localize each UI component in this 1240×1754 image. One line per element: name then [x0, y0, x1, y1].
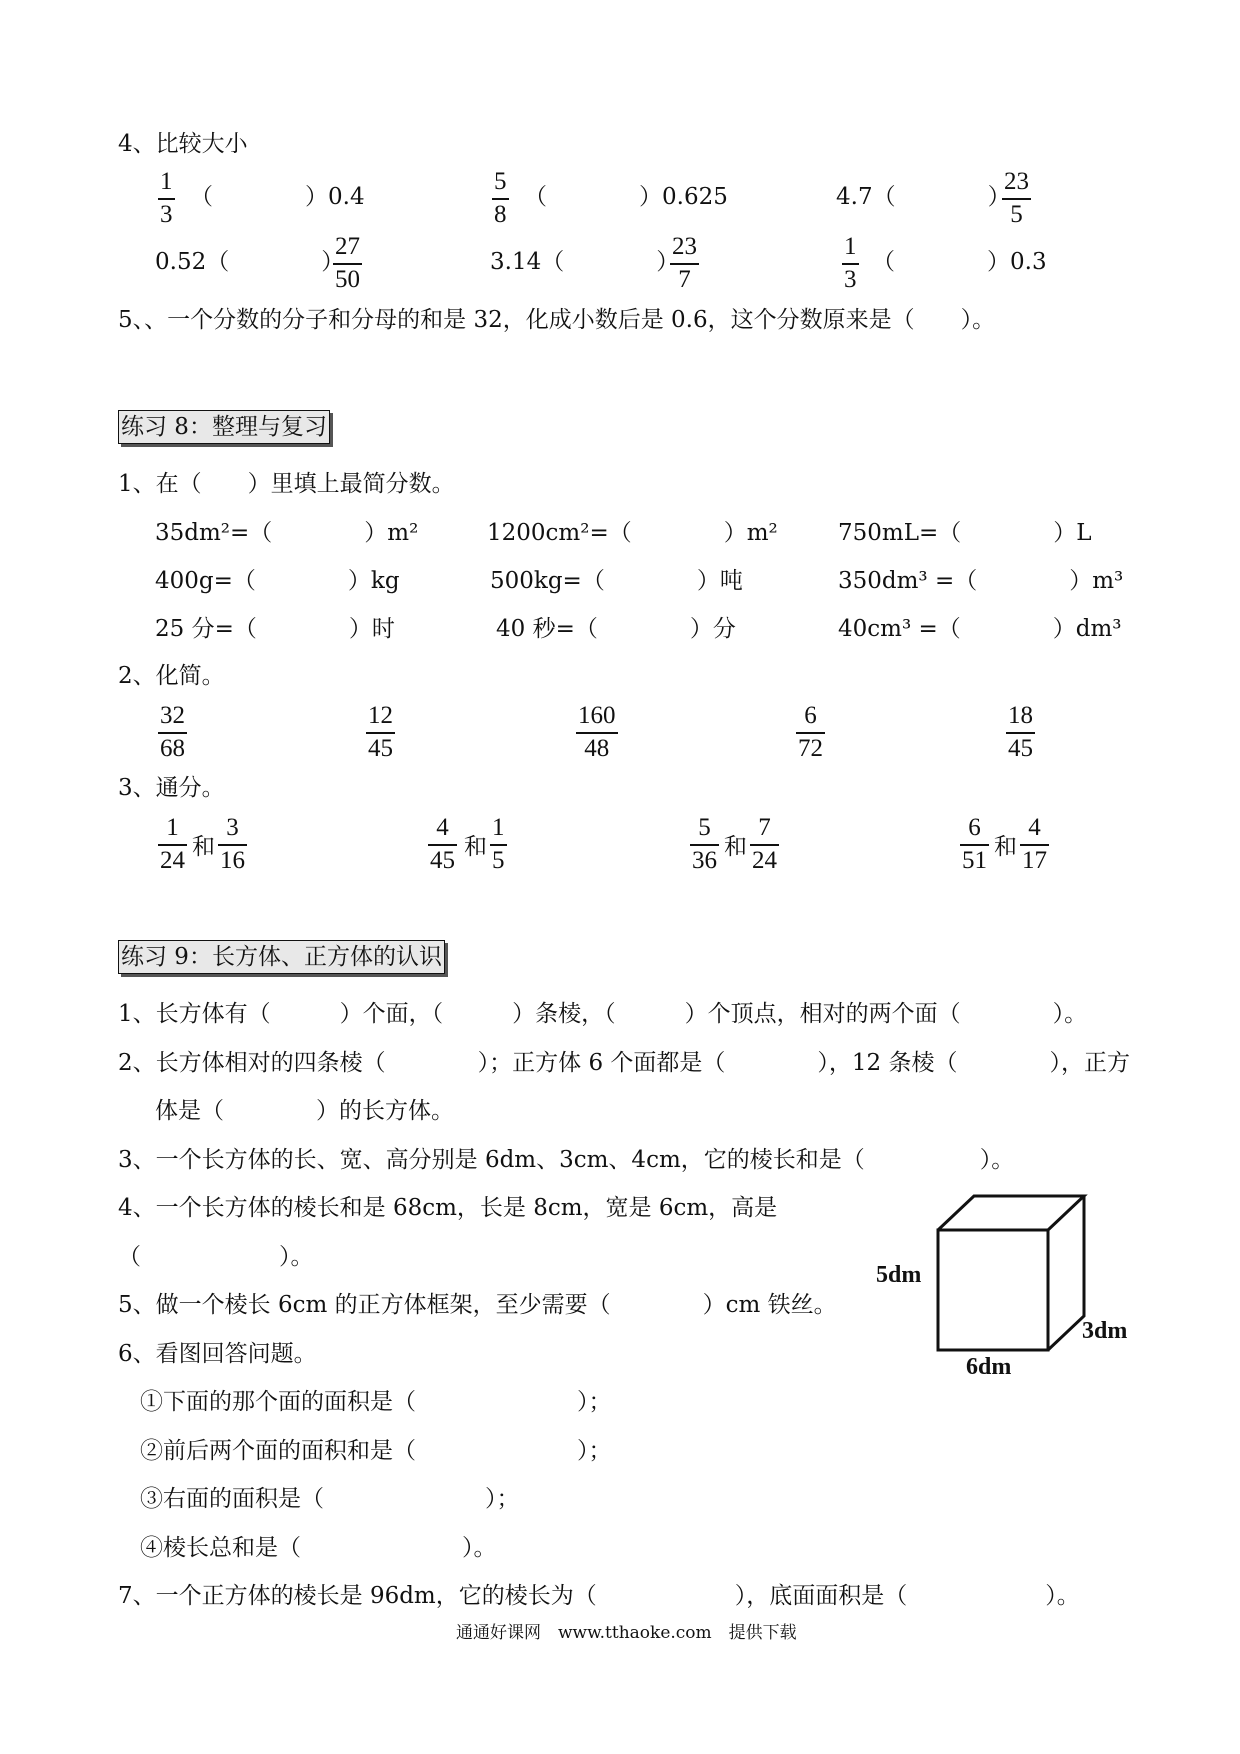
width-label: 3dm: [1082, 1318, 1128, 1344]
numerator: 5: [494, 168, 507, 195]
unit-conversion[interactable]: 350dm³ =（ ）m³: [838, 568, 1124, 594]
numerator: 18: [1008, 702, 1033, 729]
denominator: 45: [1008, 735, 1033, 762]
fraction: [670, 233, 699, 294]
numerator: 23: [1004, 168, 1029, 195]
unit-conversion[interactable]: 40cm³ =（ ）dm³: [838, 616, 1122, 642]
unit-conversion[interactable]: 750mL=（ ）L: [838, 520, 1092, 546]
ex9-q5[interactable]: 5、做一个棱长 6cm 的正方体框架，至少需要（ ）cm 铁丝。: [118, 1292, 837, 1318]
numerator: 160: [578, 702, 616, 729]
ex9-q2-cont[interactable]: 体是（ ）的长方体。: [155, 1098, 454, 1124]
unit-conversion[interactable]: 35dm²=（ ）m²: [155, 520, 419, 546]
fraction: [333, 233, 362, 294]
ex9-q7[interactable]: 7、一个正方体的棱长是 96dm，它的棱长为（ ），底面面积是（ ）。: [118, 1583, 1080, 1609]
height-label: 5dm: [876, 1262, 922, 1288]
ex9-q4-blank[interactable]: （ ）。: [118, 1244, 314, 1270]
footer-text: 通通好课网 www.tthaoke.com 提供下载: [456, 1623, 797, 1643]
common-fraction: [490, 814, 507, 875]
denominator: 3: [160, 201, 173, 228]
denominator: 45: [368, 735, 393, 762]
compare-blank[interactable]: 4.7（ ）: [836, 184, 1011, 210]
common-fraction: [1020, 814, 1049, 875]
common-fraction: [428, 814, 457, 875]
compare-blank[interactable]: （ ）0.625: [524, 184, 728, 210]
numerator: 5: [698, 814, 711, 841]
denominator: 68: [160, 735, 185, 762]
ex9-q4: 4、一个长方体的棱长和是 68cm，长是 8cm，宽是 6cm，高是: [118, 1195, 778, 1221]
ex9-q6-2[interactable]: ②前后两个面的面积和是（ ）；: [140, 1438, 612, 1464]
ex9-q3[interactable]: 3、一个长方体的长、宽、高分别是 6dm、3cm、4cm，它的棱长和是（ ）。: [118, 1147, 1015, 1173]
compare-blank[interactable]: （ ）0.4: [190, 184, 365, 210]
numerator: 3: [226, 814, 239, 841]
denominator: 51: [962, 847, 987, 874]
numerator: 4: [1028, 814, 1041, 841]
numerator: 7: [758, 814, 771, 841]
ex8-q2-title: 2、化简。: [118, 663, 225, 689]
numerator: 6: [968, 814, 981, 841]
denominator: 72: [798, 735, 823, 762]
common-fraction: [158, 814, 187, 875]
fraction: [1002, 168, 1031, 229]
denominator: 50: [335, 266, 360, 293]
denominator: 17: [1022, 847, 1047, 874]
numerator: 23: [672, 233, 697, 260]
numerator: 6: [804, 702, 817, 729]
ex8-q1-title: 1、在（ ）里填上最简分数。: [118, 471, 455, 497]
denominator: 3: [844, 266, 857, 293]
denominator: 5: [1010, 201, 1023, 228]
and-word: 和: [192, 834, 215, 860]
common-fraction: [960, 814, 989, 875]
numerator: 1: [160, 168, 173, 195]
denominator: 48: [584, 735, 610, 762]
denominator: 8: [494, 201, 507, 228]
ex9-q6: 6、看图回答问题。: [118, 1341, 317, 1367]
and-word: 和: [994, 834, 1017, 860]
length-label: 6dm: [966, 1354, 1012, 1380]
common-fraction: [218, 814, 247, 875]
and-word: 和: [724, 834, 747, 860]
ex9-q6-1[interactable]: ①下面的那个面的面积是（ ）；: [140, 1389, 612, 1415]
section-header-ex9: 练习 9：长方体、正方体的认识: [118, 940, 445, 974]
simplify-fraction: [1006, 702, 1035, 763]
unit-conversion[interactable]: 500kg=（ ）吨: [490, 568, 743, 594]
denominator: 24: [160, 847, 185, 874]
numerator: 12: [368, 702, 393, 729]
denominator: 16: [220, 847, 245, 874]
fraction: [492, 168, 509, 229]
compare-blank[interactable]: 0.52（ ）: [155, 249, 345, 275]
simplify-fraction: [158, 702, 187, 763]
denominator: 5: [492, 847, 505, 874]
simplify-fraction: [576, 702, 618, 763]
numerator: 32: [160, 702, 185, 729]
unit-conversion[interactable]: 40 秒=（ ）分: [496, 616, 736, 642]
fraction: [158, 168, 175, 229]
numerator: 1: [844, 233, 857, 260]
numerator: 1: [492, 814, 505, 841]
numerator: 4: [436, 814, 449, 841]
unit-conversion[interactable]: 400g=（ ）kg: [155, 568, 400, 594]
unit-conversion[interactable]: 1200cm²=（ ）m²: [487, 520, 778, 546]
ex8-q3-title: 3、通分。: [118, 775, 225, 801]
denominator: 24: [752, 847, 777, 874]
ex9-q1[interactable]: 1、长方体有（ ）个面，（ ）条棱，（ ）个顶点，相对的两个面（ ）。: [118, 1001, 1088, 1027]
unit-conversion[interactable]: 25 分=（ ）时: [155, 616, 395, 642]
compare-blank[interactable]: （ ）0.3: [872, 249, 1047, 275]
common-fraction: [750, 814, 779, 875]
ex9-q2[interactable]: 2、长方体相对的四条棱（ ）；正方体 6 个面都是（ ），12 条棱（ ），正方: [118, 1050, 1130, 1076]
ex9-q6-4[interactable]: ④棱长总和是（ ）。: [140, 1535, 497, 1561]
ex9-q6-3[interactable]: ③右面的面积是（ ）；: [140, 1486, 520, 1512]
denominator: 45: [430, 847, 455, 874]
and-word: 和: [464, 834, 487, 860]
common-fraction: [690, 814, 719, 875]
simplify-fraction: [366, 702, 395, 763]
simplify-fraction: [796, 702, 825, 763]
compare-blank[interactable]: 3.14（ ）: [490, 249, 680, 275]
q4-title: 4、比较大小: [118, 131, 248, 157]
denominator: 7: [678, 266, 691, 293]
fraction: [842, 233, 859, 294]
numerator: 1: [166, 814, 179, 841]
numerator: 27: [335, 233, 360, 260]
denominator: 36: [692, 847, 717, 874]
q5-text: 5、、一个分数的分子和分母的和是 32，化成小数后是 0.6，这个分数原来是（ ）。: [118, 307, 996, 333]
section-header-ex8: 练习 8：整理与复习: [118, 410, 330, 444]
